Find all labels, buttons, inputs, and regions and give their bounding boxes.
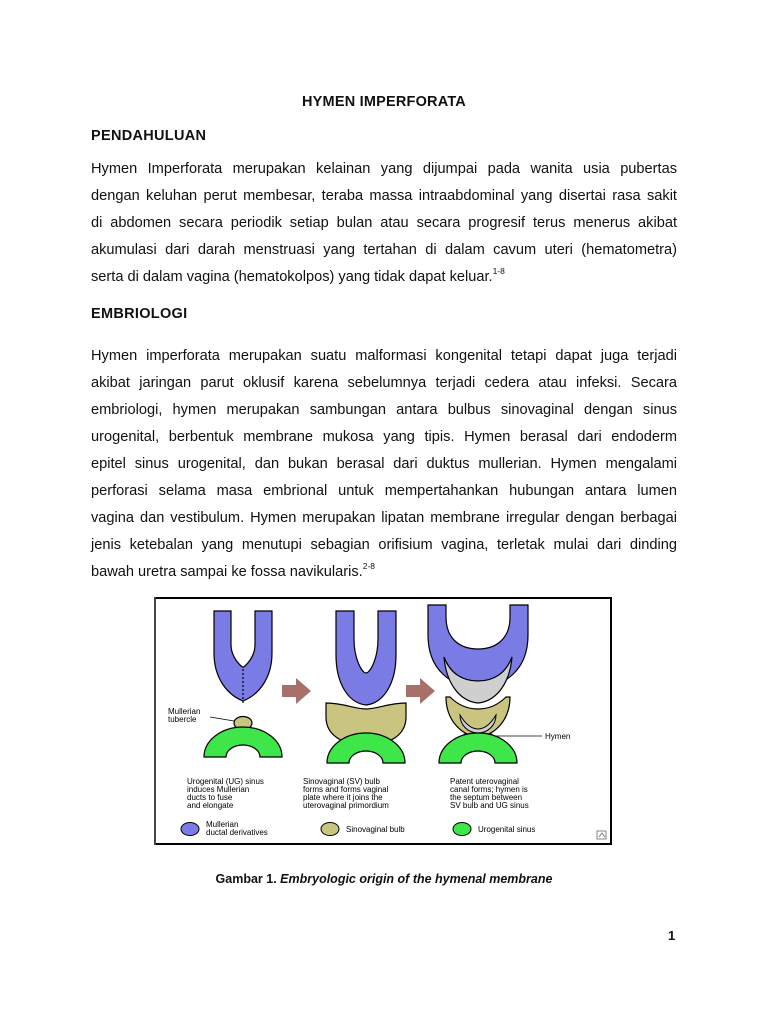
caption-prefix: Gambar 1. — [215, 872, 277, 886]
paragraph-line: vagina dan vestibulum. Hymen merupakan lipatan membrane irregular dengan berbagai — [91, 510, 677, 526]
page-number: 1 — [668, 928, 676, 943]
paragraph-line: serta di dalam vagina (hematokolpos) yang tidak dapat keluar.$^{1-8}$ — [91, 266, 505, 285]
paragraph-embriologi — [91, 343, 677, 586]
figure-shadow-edge — [154, 597, 156, 845]
paragraph-line: dengan keluhan perut membesar, teraba massa intraabdominal yang disertai rasa sakit — [91, 188, 677, 204]
legend-mullerian-line1: Mullerian — [206, 820, 239, 829]
label-mullerian-line2: tubercle — [168, 715, 197, 724]
stage-1-desc-line: induces Mullerian — [187, 785, 250, 794]
stage-3-desc-line: SV bulb and UG sinus — [450, 801, 529, 810]
stage-2-desc-line: Sinovaginal (SV) bulb — [303, 777, 380, 786]
stage-1-desc-line: and elongate — [187, 801, 234, 810]
stage-3-desc-line: canal forms; hymen is — [450, 785, 528, 794]
stage-1-desc-line: ducts to fuse — [187, 793, 233, 802]
paragraph-line: jenis ketebalan yang menutupi sebagian orifisium vagina, terletak mulai dari dinding — [91, 537, 677, 553]
corner-mark-icon — [597, 831, 606, 839]
legend-urogenital-label: Urogenital sinus — [478, 825, 536, 834]
paragraph-line: Hymen Imperforata merupakan kelainan yang dijumpai pada wanita usia pubertas — [91, 161, 677, 177]
paragraph-line: perforasi selama masa embrional untuk mempertahankan hubungan antara lumen — [91, 483, 677, 499]
label-mullerian-line1: Mullerian — [168, 707, 201, 716]
legend-mullerian-line2: ductal derivatives — [206, 828, 268, 837]
reference-superscript: 1-8 — [492, 266, 505, 277]
stage-3-desc-line: the septum between — [450, 793, 523, 802]
section-heading-embriologi: EMBRIOLOGI — [91, 306, 188, 322]
stage-1-desc-line: Urogenital (UG) sinus — [187, 777, 264, 786]
stage-2-desc-line: forms and forms vaginal — [303, 785, 389, 794]
legend-mullerian-swatch — [181, 823, 199, 836]
reference-superscript: 2-8 — [362, 561, 376, 572]
legend-urogenital-swatch — [453, 823, 471, 836]
caption-text: Embryologic origin of the hymenal membrane — [280, 872, 553, 886]
stage-2-desc-line: uterovaginal primordium — [303, 801, 389, 810]
paragraph-line: di abdomen secara periodik setiap bulan atau secara progresif terus menerus akibat — [91, 215, 677, 231]
paragraph-line: akibat jaringan parut oklusif karena sebelumnya terjadi cedera atau infeksi. Secara — [91, 375, 677, 391]
document-title: HYMEN IMPERFORATA — [302, 94, 466, 110]
label-hymen: Hymen — [545, 732, 571, 741]
paragraph-line: embriologi, hymen merupakan sambungan antara bulbus sinovaginal dengan sinus — [91, 402, 677, 418]
paragraph-pendahuluan — [91, 156, 677, 291]
stage-3-desc-line: Patent uterovaginal — [450, 777, 519, 786]
embryology-figure — [154, 597, 612, 845]
section-heading-pendahuluan: PENDAHULUAN — [91, 128, 207, 144]
paragraph-line: bawah uretra sampai ke fossa navikularis.$^{2-8}$ — [91, 561, 376, 580]
paragraph-line: Hymen imperforata merupakan suatu malformasi kongenital tetapi dapat juga terjadi — [91, 348, 677, 364]
figure-caption — [0, 872, 768, 886]
legend-sinovaginal-swatch — [321, 823, 339, 836]
paragraph-line: urogenital, berbentuk membrane mukosa yang tipis. Hymen berasal dari endoderm — [91, 429, 677, 445]
legend-sinovaginal-label: Sinovaginal bulb — [346, 825, 405, 834]
paragraph-line: akumulasi dari darah menstruasi yang tertahan di dalam cavum uteri (hematometra) — [91, 242, 677, 258]
stage-2-desc-line: plate where it joins the — [303, 793, 383, 802]
paragraph-line: epitel sinus urogenital, dan bukan berasal dari duktus mullerian. Hymen mengalami — [91, 456, 677, 472]
